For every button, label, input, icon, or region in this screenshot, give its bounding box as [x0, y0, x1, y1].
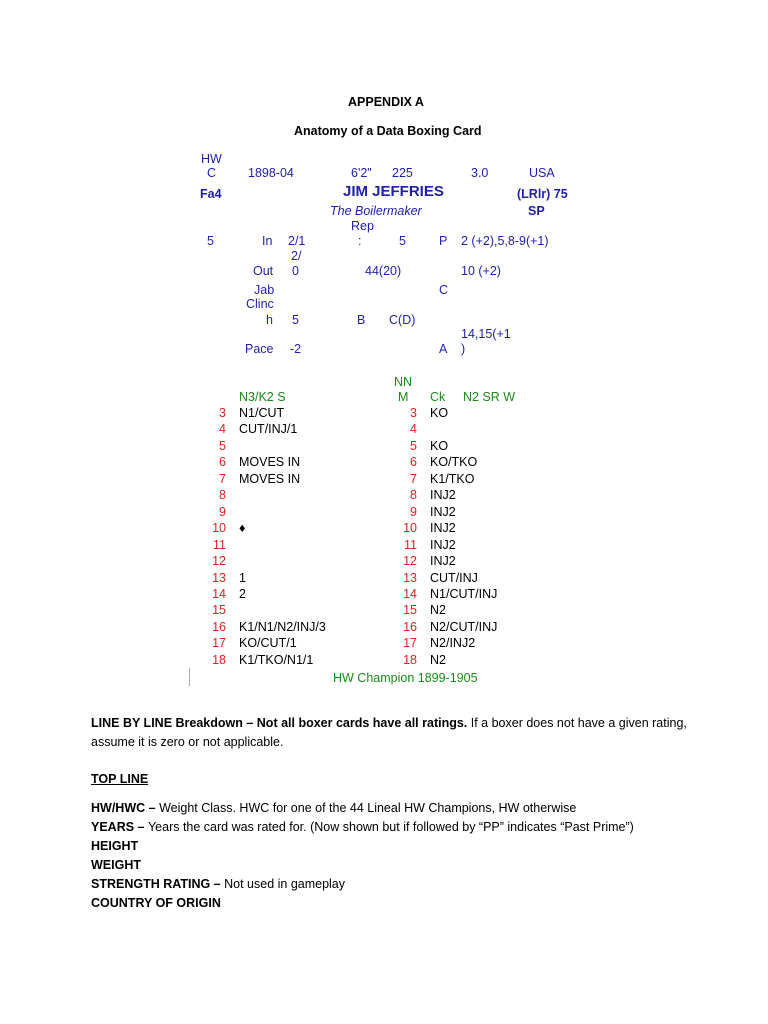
margin-marker	[189, 668, 190, 686]
breakdown-paragraph-line1	[91, 714, 687, 733]
country-definition: COUNTRY OF ORIGIN	[91, 896, 221, 910]
row-number-right: 11	[404, 538, 417, 552]
row-number-right: 4	[410, 422, 417, 436]
boxer-style: (LRlr) 75	[517, 187, 568, 201]
weight-definition: WEIGHT	[91, 858, 141, 872]
row-right-result: N2	[430, 603, 446, 617]
breakdown-bold: LINE BY LINE Breakdown – Not all boxer cards have all ratings.	[91, 716, 468, 730]
row-left-result: K1/N1/N2/INJ/3	[239, 620, 326, 634]
row-right-result: INJ2	[430, 488, 456, 502]
in-value-b: 2/	[291, 249, 302, 263]
row-right-result: KO	[430, 439, 449, 453]
champion-note: HW Champion 1899-1905	[333, 671, 478, 685]
row-right-result: N2	[430, 653, 446, 667]
row-number-left: 15	[212, 603, 226, 617]
a-value-b: )	[461, 342, 466, 356]
breakdown-rest: If a boxer does not have a given rating,	[467, 716, 687, 730]
out-value: 0	[292, 264, 299, 278]
row-number-left: 18	[212, 653, 226, 667]
rep-label: Rep	[351, 219, 374, 233]
row-number-left: 17	[212, 636, 226, 650]
pace-value: -2	[290, 342, 302, 356]
cd-label: C(D)	[389, 313, 416, 327]
row-number-left: 8	[219, 488, 226, 502]
rep-value: 5	[399, 234, 406, 248]
in-label: In	[262, 234, 273, 248]
ck-label: Ck	[430, 390, 446, 404]
row-number-right: 14	[403, 587, 417, 601]
row-left-result: ♦	[239, 521, 246, 535]
row-left-result: 1	[239, 571, 246, 585]
row-left-result: CUT/INJ/1	[239, 422, 298, 436]
row-number-left: 13	[212, 571, 226, 585]
out-mid-value: 44(20)	[365, 264, 402, 278]
clinch-value: 5	[292, 313, 299, 327]
row-number-left: 7	[219, 472, 226, 486]
boxer-nickname: The Boilermaker	[330, 204, 422, 218]
row-left-result: 2	[239, 587, 246, 601]
row-number-right: 12	[403, 554, 417, 568]
row-right-result: N2/INJ2	[430, 636, 476, 650]
row-left-result: MOVES IN	[239, 455, 301, 469]
right-column-header: N2 SR W	[463, 390, 516, 404]
row-number-left: 4	[219, 422, 226, 436]
row-number-left: 6	[219, 455, 226, 469]
row-right-result: KO/TKO	[430, 455, 478, 469]
strength-label: STRENGTH RATING –	[91, 877, 225, 891]
card-weight: 225	[392, 166, 413, 180]
card-years: 1898-04	[248, 166, 294, 180]
in-left-value: 5	[207, 234, 214, 248]
row-number-left: 14	[212, 587, 226, 601]
row-right-result: CUT/INJ	[430, 571, 478, 585]
row-number-right: 15	[403, 603, 417, 617]
row-number-right: 6	[410, 455, 417, 469]
weight-class-top: HW	[201, 152, 222, 166]
top-line-heading: TOP LINE	[91, 772, 149, 786]
card-height: 6'2"	[351, 166, 372, 180]
row-number-left: 3	[219, 406, 226, 420]
years-text: Years the card was rated for. (Now shown but if followed by “PP” indicates “Past Prime”)	[147, 820, 634, 834]
a-label: A	[439, 342, 448, 356]
row-left-result: KO/CUT/1	[239, 636, 297, 650]
nn-label-b: M	[398, 390, 409, 404]
row-number-left: 10	[212, 521, 226, 535]
card-country: USA	[529, 166, 555, 180]
row-number-right: 18	[403, 653, 417, 667]
row-number-left: 16	[212, 620, 226, 634]
row-number-left: 12	[212, 554, 226, 568]
row-right-result: INJ2	[430, 538, 456, 552]
hw-text: Weight Class. HWC for one of the 44 Lineal HW Champions, HW otherwise	[159, 801, 577, 815]
row-right-result: K1/TKO	[430, 472, 475, 486]
row-right-result: INJ2	[430, 554, 456, 568]
hw-definition	[91, 799, 576, 818]
weight-class-bottom: C	[207, 166, 217, 180]
row-number-right: 9	[410, 505, 417, 519]
row-number-right: 13	[403, 571, 417, 585]
row-right-result: N1/CUT/INJ	[430, 587, 498, 601]
pace-label: Pace	[245, 342, 274, 356]
out-right-value: 10 (+2)	[461, 264, 501, 278]
row-number-right: 7	[410, 472, 417, 486]
strength-definition	[91, 875, 345, 894]
height-definition: HEIGHT	[91, 839, 139, 853]
rep-colon: :	[358, 234, 362, 248]
a-value-a: 14,15(+1	[461, 327, 511, 341]
breakdown-paragraph-line2: assume it is zero or not applicable.	[91, 735, 284, 749]
card-fa: Fa4	[200, 187, 222, 201]
row-left-result: K1/TKO/N1/1	[239, 653, 314, 667]
nn-label-a: NN	[394, 375, 413, 389]
strength-text: Not used in gameplay	[224, 877, 346, 891]
row-right-result: INJ2	[430, 505, 456, 519]
row-right-result: KO	[430, 406, 449, 420]
c-label: C	[439, 283, 449, 297]
row-number-right: 10	[403, 521, 417, 535]
out-label: Out	[253, 264, 274, 278]
row-number-left: 5	[219, 439, 226, 453]
row-number-right: 8	[410, 488, 417, 502]
row-number-right: 16	[403, 620, 417, 634]
clinch-label-a: Clinc	[246, 297, 274, 311]
row-number-right: 17	[403, 636, 417, 650]
years-label: YEARS –	[91, 820, 148, 834]
boxer-name: JIM JEFFRIES	[343, 183, 444, 200]
row-right-result: INJ2	[430, 521, 456, 535]
in-value-a: 2/1	[288, 234, 306, 248]
row-number-left: 9	[219, 505, 226, 519]
years-definition	[91, 818, 634, 837]
row-number-left: 11	[213, 538, 226, 552]
document-subtitle: Anatomy of a Data Boxing Card	[294, 124, 482, 138]
b-label: B	[357, 313, 366, 327]
appendix-title: APPENDIX A	[348, 95, 424, 109]
row-right-result: N2/CUT/INJ	[430, 620, 498, 634]
jab-label: Jab	[254, 283, 275, 297]
card-sp: SP	[528, 204, 545, 218]
p-label: P	[439, 234, 448, 248]
clinch-label-b: h	[266, 313, 273, 327]
left-column-header: N3/K2 S	[239, 390, 286, 404]
p-value: 2 (+2),5,8-9(+1)	[461, 234, 549, 248]
row-left-result: N1/CUT	[239, 406, 285, 420]
card-strength: 3.0	[471, 166, 489, 180]
hw-label: HW/HWC –	[91, 801, 160, 815]
row-number-right: 5	[410, 439, 417, 453]
row-left-result: MOVES IN	[239, 472, 301, 486]
row-number-right: 3	[410, 406, 417, 420]
